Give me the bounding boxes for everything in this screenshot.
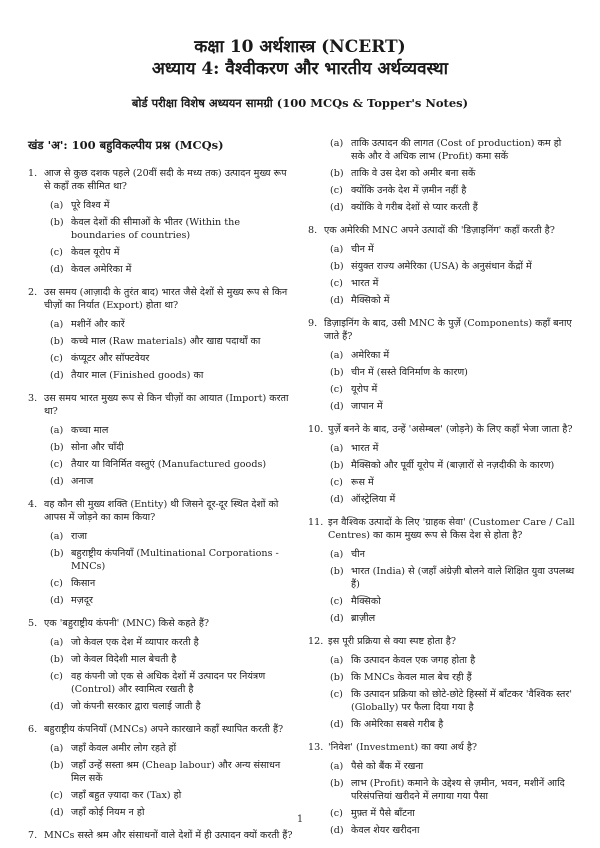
option-text: जो केवल विदेशी माल बेचती है: [71, 654, 177, 665]
option-text: ताकि वे उस देश को अमीर बना सकें: [351, 168, 476, 179]
question-number: 7.: [28, 830, 38, 841]
option-label: (b): [50, 760, 64, 771]
option-text: अमेरिका में: [351, 350, 390, 361]
question-text: पुर्ज़े बनने के बाद, उन्हें 'असेम्बल' (जोड़ने) के लिए कहाँ भेजा जाता है?: [328, 424, 573, 435]
question: [308, 741, 576, 754]
option-label: (c): [330, 477, 343, 488]
option-text: कंप्यूटर और सॉफ्टवेयर: [71, 353, 150, 364]
option-text: अनाज: [71, 476, 94, 487]
option-label: (b): [50, 548, 64, 559]
question-text: उस समय (आज़ादी के तुरंत बाद) भारत जैसे देशों से मुख्य रूप से किन चीज़ों का निर्यात (Export) होता था?: [44, 287, 288, 311]
option-label: (a): [330, 549, 344, 560]
option-label: (c): [330, 185, 343, 196]
option-item: [330, 459, 576, 472]
option-text: यूरोप में: [351, 384, 378, 395]
question: [28, 723, 296, 736]
option-item: [50, 199, 296, 212]
option-item: [50, 475, 296, 488]
option-label: (b): [50, 336, 64, 347]
option-item: [330, 671, 576, 684]
question-number: 13.: [308, 742, 324, 753]
option-list: [330, 137, 576, 214]
option-label: (d): [50, 370, 64, 381]
option-item: [50, 263, 296, 276]
option-label: (b): [330, 261, 344, 272]
option-list: [330, 442, 576, 506]
option-item: [330, 137, 576, 163]
question-number: 3.: [28, 393, 38, 404]
question-text: वह कौन सी मुख्य शक्ति (Entity) थी जिसने दूर-दूर स्थित देशों को आपस में जोड़ने का काम किया?: [44, 499, 279, 523]
option-text: केवल देशों की सीमाओं के भीतर (Within the boundaries of countries): [71, 217, 240, 241]
question-text: इस पूरी प्रक्रिया से क्या स्पष्ट होता है?: [328, 636, 456, 647]
option-item: [330, 718, 576, 731]
question-number: 2.: [28, 287, 38, 298]
option-text: चीन में: [351, 244, 374, 255]
option-list: [330, 349, 576, 413]
option-item: [330, 565, 576, 591]
document-subtitle: बोर्ड परीक्षा विशेष अध्ययन सामग्री (100 MCQs & Topper's Notes): [131, 96, 469, 110]
option-item: [330, 260, 576, 273]
option-item: [330, 184, 576, 197]
option-item: [330, 167, 576, 180]
option-text: चीन में (सस्ते विनिर्माण के कारण): [351, 367, 468, 378]
question-text: MNCs सस्ते श्रम और संसाधनों वाले देशों में ही उत्पादन क्यों करती हैं?: [44, 830, 293, 841]
option-label: (c): [330, 278, 343, 289]
option-item: [50, 547, 296, 573]
question-text: एक अमेरिकी MNC अपने उत्पादों की 'डिज़ाइनिंग' कहाँ करती है?: [324, 225, 555, 236]
question-block: [308, 317, 576, 413]
option-label: (d): [50, 595, 64, 606]
question-text: उस समय भारत मुख्य रूप से किन चीज़ों का आयात (Import) करता था?: [44, 393, 289, 417]
option-item: [50, 441, 296, 454]
option-label: (b): [330, 566, 344, 577]
option-item: [330, 294, 576, 307]
question-number: 10.: [308, 424, 324, 435]
option-item: [50, 577, 296, 590]
option-item: [330, 688, 576, 714]
question-number: 8.: [308, 225, 318, 236]
question: [28, 167, 296, 193]
question-text: इन वैश्विक उत्पादों के लिए 'ग्राहक सेवा' (Customer Care / Call Centres) का काम मुख्य रूप से किस देश से होता है?: [328, 517, 575, 541]
option-item: [50, 636, 296, 649]
option-text: तैयार या विनिर्मित वस्तुएं (Manufactured goods): [71, 459, 267, 470]
option-text: मैक्सिको: [351, 596, 381, 607]
option-item: [50, 594, 296, 607]
option-label: (d): [330, 401, 344, 412]
option-text: बहुराष्ट्रीय कंपनियाँ (Multinational Corporations - MNCs): [71, 548, 279, 572]
option-item: [330, 442, 576, 455]
option-label: (c): [330, 384, 343, 395]
option-text: संयुक्त राज्य अमेरिका (USA) के अनुसंधान केंद्रों में: [351, 261, 532, 272]
option-text: भारत (India) से (जहाँ अंग्रेज़ी बोलने वाले शिक्षित युवा उपलब्ध हैं): [351, 566, 575, 590]
option-text: कच्चा माल: [71, 425, 109, 436]
option-item: [50, 369, 296, 382]
option-item: [330, 277, 576, 290]
option-text: वह कंपनी जो एक से अधिक देशों में उत्पादन पर नियंत्रण (Control) और स्वामित्व रखती है: [71, 671, 266, 695]
question-block: [28, 167, 296, 276]
option-text: कि अमेरिका सबसे गरीब है: [351, 719, 444, 730]
option-label: (b): [330, 460, 344, 471]
question-list-right: [308, 137, 576, 837]
option-item: [50, 653, 296, 666]
chapter-title: अध्याय 4: वैश्वीकरण और भारतीय अर्थव्यवस्था: [151, 59, 449, 79]
option-label: (a): [50, 743, 64, 754]
option-list: [50, 742, 296, 819]
option-item: [330, 243, 576, 256]
right-column: [308, 137, 576, 847]
option-label: (b): [330, 168, 344, 179]
option-list: [50, 424, 296, 488]
option-label: (b): [330, 672, 344, 683]
question-block: [308, 635, 576, 731]
document-title: कक्षा 10 अर्थशास्त्र (NCERT): [194, 37, 406, 57]
question-block: [308, 423, 576, 506]
option-label: (d): [50, 264, 64, 275]
option-label: (a): [330, 244, 344, 255]
option-label: (c): [330, 689, 343, 700]
option-label: (c): [50, 578, 63, 589]
question-block: [28, 723, 296, 819]
option-label: (d): [50, 807, 64, 818]
option-item: [50, 352, 296, 365]
option-item: [330, 349, 576, 362]
option-label: (a): [50, 531, 64, 542]
question-number: 1.: [28, 168, 38, 179]
section-heading: खंड 'अ': 100 बहुविकल्पीय प्रश्न (MCQs): [28, 138, 224, 152]
option-item: [330, 366, 576, 379]
option-label: (c): [50, 671, 63, 682]
option-text: कि MNCs केवल माल बेच रही हैं: [351, 672, 472, 683]
question-block: [28, 286, 296, 382]
option-text: पैसे को बैंक में रखना: [351, 761, 424, 772]
option-text: कि उत्पादन प्रक्रिया को छोटे-छोटे हिस्सों में बाँटकर 'वैश्विक स्तर' (Globally) पर फैला दिया गया है: [351, 689, 572, 713]
option-text: ताकि उत्पादन की लागत (Cost of production) कम हो सके और वे अधिक लाभ (Profit) कमा सकें: [351, 138, 562, 162]
option-text: जहाँ बहुत ज़्यादा कर (Tax) हो: [71, 790, 182, 801]
question: [28, 286, 296, 312]
question-number: 11.: [308, 517, 324, 528]
question: [308, 635, 576, 648]
option-list: [50, 636, 296, 713]
question-number: 12.: [308, 636, 324, 647]
question-block: [308, 516, 576, 625]
option-text: लाभ (Profit) कमाने के उद्देश्य से ज़मीन, भवन, मशीनें आदि परिसंपत्तियां खरीदने में लगाया गया पैसा: [351, 778, 565, 802]
option-item: [330, 400, 576, 413]
option-text: मैक्सिको में: [351, 295, 390, 306]
option-text: तैयार माल (Finished goods) का: [71, 370, 204, 381]
option-label: (c): [50, 353, 63, 364]
option-list: [50, 318, 296, 382]
option-text: मैक्सिको और पूर्वी यूरोप में (बाज़ारों से नज़दीकी के कारण): [351, 460, 555, 471]
option-text: जापान में: [351, 401, 383, 412]
question-block: [28, 498, 296, 607]
option-item: [50, 530, 296, 543]
option-label: (c): [50, 459, 63, 470]
option-item: [50, 742, 296, 755]
question-block: [28, 392, 296, 488]
option-label: (b): [330, 367, 344, 378]
option-label: (b): [50, 217, 64, 228]
option-text: क्योंकि उनके देश में ज़मीन नहीं है: [351, 185, 467, 196]
option-label: (d): [330, 494, 344, 505]
option-item: [330, 548, 576, 561]
question: [308, 224, 576, 237]
option-list: [330, 548, 576, 625]
option-text: किसान: [71, 578, 96, 589]
option-item: [50, 759, 296, 785]
option-list: [50, 199, 296, 276]
option-label: (b): [330, 778, 344, 789]
option-label: (d): [330, 613, 344, 624]
option-item: [330, 476, 576, 489]
option-text: केवल शेयर खरीदना: [351, 825, 420, 836]
option-text: मुफ़्त में पैसे बाँटना: [351, 808, 415, 819]
option-list: [330, 654, 576, 731]
option-item: [50, 700, 296, 713]
question-block: [28, 829, 296, 842]
question: [28, 498, 296, 524]
option-text: केवल यूरोप में: [71, 247, 120, 258]
option-text: केवल अमेरिका में: [71, 264, 132, 275]
option-text: भारत में: [351, 443, 379, 454]
option-label: (d): [50, 476, 64, 487]
option-item: [330, 612, 576, 625]
option-item: [330, 383, 576, 396]
option-text: मज़दूर: [71, 595, 93, 606]
option-text: पूरे विश्व में: [71, 200, 110, 211]
option-text: जहाँ कोई नियम न हो: [71, 807, 145, 818]
option-label: (a): [330, 655, 344, 666]
option-text: ब्राज़ील: [351, 613, 376, 624]
option-list: [330, 243, 576, 307]
option-label: (d): [330, 719, 344, 730]
option-text: रूस में: [351, 477, 374, 488]
option-label: (a): [330, 138, 344, 149]
option-label: (b): [50, 442, 64, 453]
left-column: [28, 137, 296, 848]
option-label: (d): [50, 701, 64, 712]
option-label: (a): [50, 319, 64, 330]
question: [28, 829, 296, 842]
option-item: [50, 424, 296, 437]
option-label: (d): [330, 202, 344, 213]
option-item: [50, 789, 296, 802]
option-text: सोना और चाँदी: [71, 442, 124, 453]
option-item: [330, 201, 576, 214]
question-block: [28, 617, 296, 713]
option-item: [330, 595, 576, 608]
option-item: [50, 670, 296, 696]
option-text: चीन: [351, 549, 365, 560]
question-list-left: [28, 167, 296, 842]
question-text: एक 'बहुराष्ट्रीय कंपनी' (MNC) किसे कहते हैं?: [44, 618, 210, 629]
option-item: [330, 760, 576, 773]
option-text: क्योंकि वे गरीब देशों से प्यार करती हैं: [351, 202, 478, 213]
option-item: [330, 824, 576, 837]
question-number: 9.: [308, 318, 318, 329]
option-label: (c): [330, 808, 343, 819]
question: [308, 317, 576, 343]
question: [28, 392, 296, 418]
option-label: (a): [330, 443, 344, 454]
option-item: [330, 493, 576, 506]
option-text: जहाँ केवल अमीर लोग रहते हों: [71, 743, 177, 754]
option-label: (c): [50, 247, 63, 258]
option-label: (b): [50, 654, 64, 665]
question-text: आज से कुछ दशक पहले (20वीं सदी के मध्य तक) उत्पादन मुख्य रूप से कहाँ तक सीमित था?: [44, 168, 287, 192]
option-text: भारत में: [351, 278, 379, 289]
option-item: [50, 318, 296, 331]
option-item: [330, 654, 576, 667]
question-number: 4.: [28, 499, 38, 510]
option-item: [50, 458, 296, 471]
option-label: (a): [50, 425, 64, 436]
question-text: 'निवेश' (Investment) का क्या अर्थ है?: [328, 742, 478, 753]
question-number: 6.: [28, 724, 38, 735]
option-label: (c): [330, 596, 343, 607]
option-label: (a): [330, 761, 344, 772]
option-text: मशीनें और कारें: [71, 319, 125, 330]
question: [28, 617, 296, 630]
option-item: [50, 335, 296, 348]
question-block: [308, 224, 576, 307]
question-number: 5.: [28, 618, 38, 629]
option-text: ऑस्ट्रेलिया में: [351, 494, 396, 505]
option-label: (a): [50, 200, 64, 211]
option-text: जो केवल एक देश में व्यापार करती है: [71, 637, 199, 648]
option-list: [330, 760, 576, 837]
question: [308, 423, 576, 436]
option-label: (c): [50, 790, 63, 801]
option-list: [50, 530, 296, 607]
option-label: (d): [330, 295, 344, 306]
question-text: डिज़ाइनिंग के बाद, उसी MNC के पुर्ज़े (Components) कहाँ बनाए जाते हैं?: [324, 318, 572, 342]
option-label: (d): [330, 825, 344, 836]
option-label: (a): [330, 350, 344, 361]
page-number: 1: [296, 814, 304, 825]
option-text: जहाँ उन्हें सस्ता श्रम (Cheap labour) और अन्य संसाधन मिल सकें: [71, 760, 281, 784]
question-text: बहुराष्ट्रीय कंपनियाँ (MNCs) अपने कारखाने कहाँ स्थापित करती हैं?: [44, 724, 284, 735]
option-text: जो कंपनी सरकार द्वारा चलाई जाती है: [71, 701, 201, 712]
option-item: [330, 777, 576, 803]
option-text: कि उत्पादन केवल एक जगह होता है: [351, 655, 476, 666]
option-text: राजा: [71, 531, 88, 542]
question-block: [308, 137, 576, 214]
option-item: [50, 216, 296, 242]
option-item: [50, 246, 296, 259]
option-label: (a): [50, 637, 64, 648]
option-text: कच्चे माल (Raw materials) और खाद्य पदार्थों का: [71, 336, 261, 347]
question: [308, 516, 576, 542]
